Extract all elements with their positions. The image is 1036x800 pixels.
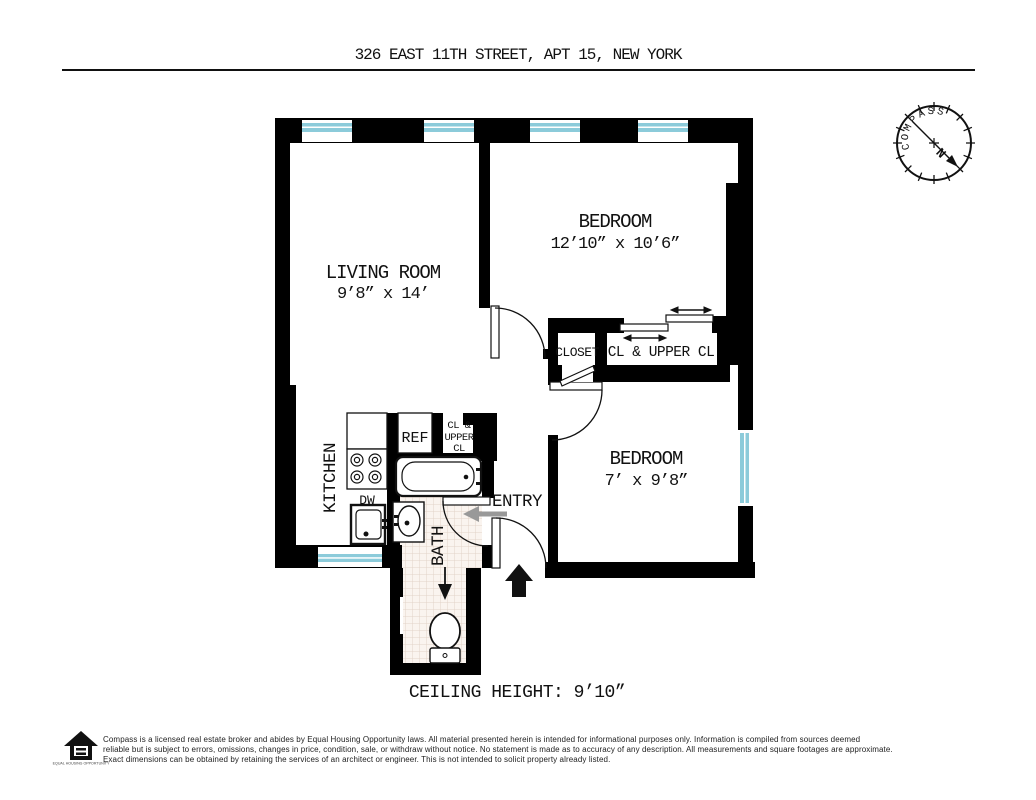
disclaimer-line: Compass is a licensed real estate broker and abides by Equal Housing Opportunity laws. All material presented herein is intended for informational purposes only. Information is compiled from sources deemed (103, 735, 861, 744)
bedroom1-door (491, 306, 545, 358)
bath-label: BATH (429, 525, 449, 567)
entry-label: ENTRY (491, 492, 543, 512)
closet-label: CLOSET (555, 345, 599, 360)
sliding-closet-doors (620, 307, 713, 341)
window (424, 120, 474, 142)
ceiling-height-note: CEILING HEIGHT: 9’10” (408, 683, 626, 703)
wall-segment (275, 385, 296, 568)
wall-segment (432, 413, 443, 453)
bedroom2-dims: 7’ x 9’8” (604, 472, 688, 491)
footer (53, 731, 893, 766)
kitchen-label: KITCHEN (321, 442, 341, 514)
bedroom1-label: BEDROOM (578, 211, 652, 233)
kitchen-sink (351, 505, 387, 544)
wall-segment (275, 118, 290, 385)
north-label: N (932, 145, 949, 162)
bedroom1-dims: 12’10” x 10’6” (550, 235, 680, 254)
wall-segment (712, 316, 740, 333)
dishwasher-label: DW (359, 493, 375, 508)
wall-segment (548, 318, 624, 333)
bath-sink (393, 502, 424, 542)
disclaimer-line: reliable but is subject to errors, omissions, changes in price, condition, sale, or withdraw without notice. No statement is made as to accuracy of any description. All measurements and square footages are approximate. (103, 745, 893, 754)
page-title: 326 EAST 11TH STREET, APT 15, NEW YORK (354, 46, 682, 64)
wall-segment (545, 562, 755, 578)
window (638, 120, 688, 142)
equal-housing-icon (53, 731, 110, 766)
kitchen-closet-label: UPPER (444, 432, 474, 444)
living-room-label: LIVING ROOM (325, 262, 441, 284)
header-rule (62, 69, 975, 71)
wall-segment (390, 663, 481, 675)
stove (347, 449, 387, 489)
wall-segment (548, 435, 558, 562)
living-room-dims: 9’8” x 14’ (336, 285, 430, 304)
wall-segment (466, 568, 481, 675)
bedroom2-door (550, 382, 602, 440)
bathtub (396, 457, 482, 496)
kitchen-counter (347, 413, 387, 449)
disclaimer-line: Exact dimensions can be obtained by retaining the services of an architect or engineer. This is not intended to solicit property already listed. (103, 755, 611, 764)
toilet (430, 613, 460, 663)
wall-segment (738, 118, 753, 578)
entry-arrow-icon (505, 564, 533, 597)
wall-segment (726, 183, 740, 333)
kitchen-closet-label: CL & (447, 420, 471, 432)
window (736, 430, 754, 506)
compass-label: COMPASS (899, 105, 948, 152)
refrigerator-label: REF (401, 430, 429, 447)
compass-needle (912, 121, 958, 167)
compass-icon (893, 102, 975, 184)
entry-door (492, 518, 546, 568)
window (318, 547, 382, 567)
window (302, 120, 352, 142)
kitchen-closet-label: CL (453, 443, 465, 455)
equal-housing-microtext: EQUAL HOUSING OPPORTUNITY (52, 761, 110, 766)
wall-segment (717, 333, 740, 365)
bedroom2-label: BEDROOM (609, 448, 683, 470)
wall-segment (479, 143, 490, 308)
upper-closet-label: CL & UPPER CL (607, 345, 715, 361)
window (530, 120, 580, 142)
